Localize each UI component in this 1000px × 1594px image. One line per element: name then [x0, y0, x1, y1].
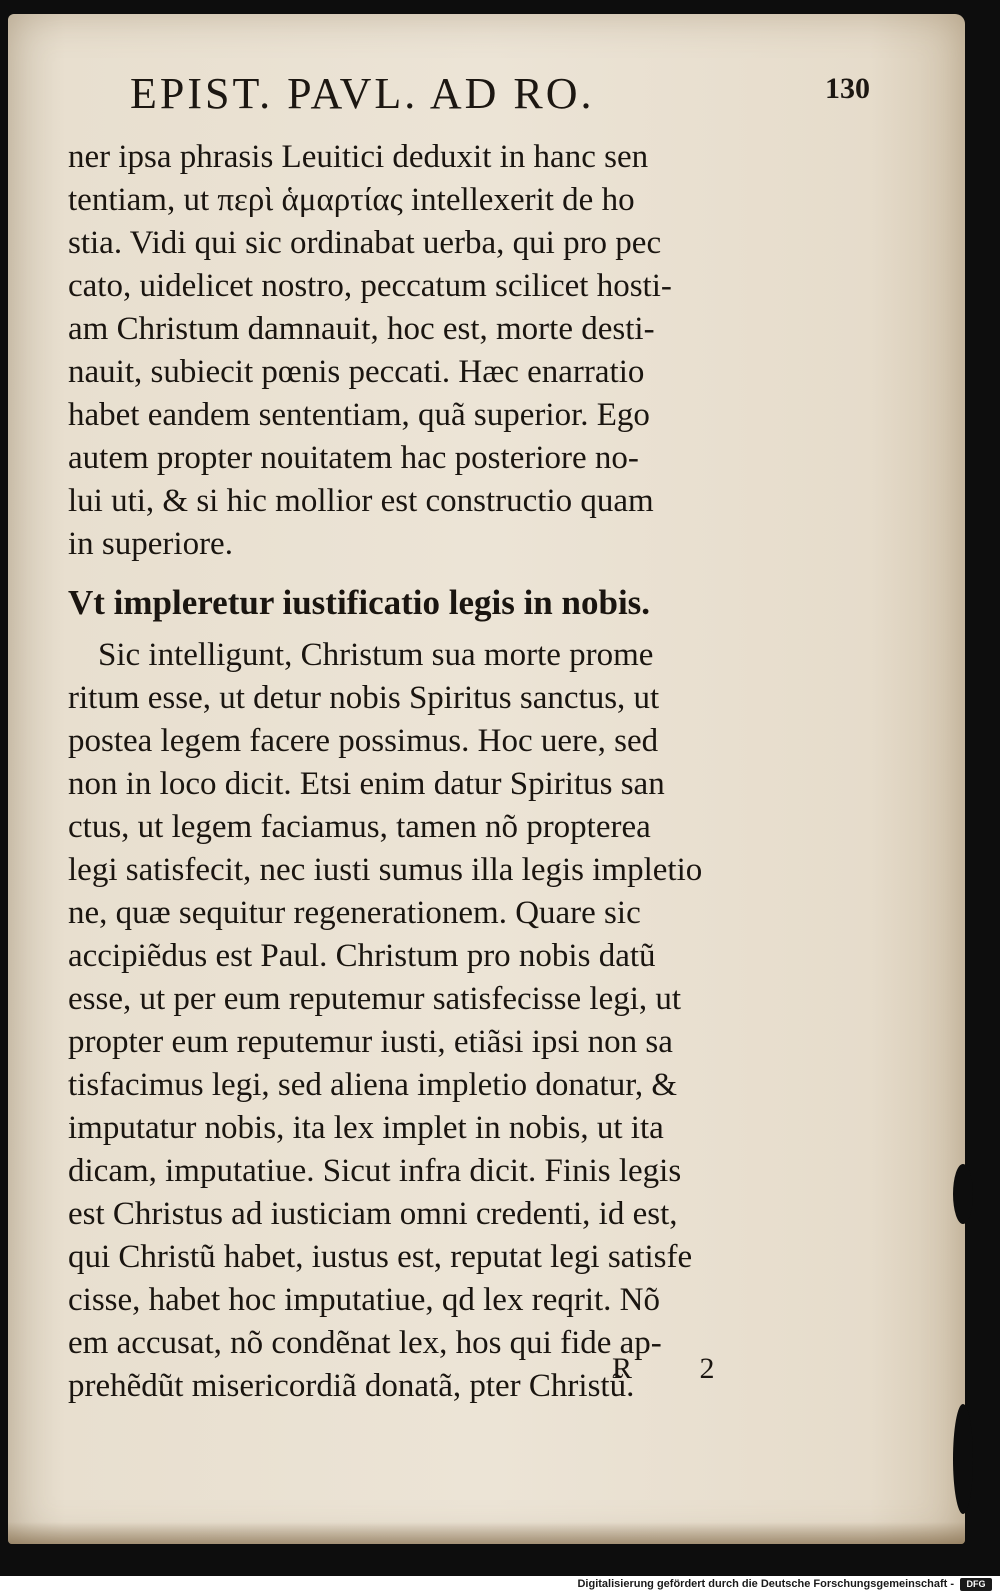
page-edge-notch [953, 1404, 973, 1514]
funding-credit: Digitalisierung gefördert durch die Deutsche Forschungsgemeinschaft - [577, 1578, 954, 1590]
text-line: accipiẽdus est Paul. Christum pro nobis datũ [68, 938, 656, 974]
text-line: tentiam, ut περὶ ἁμαρτίας intellexerit de ho [68, 182, 635, 218]
text-line: ctus, ut legem faciamus, tamen nõ propterea [68, 809, 651, 845]
text-line: cisse, habet hoc imputatiue, qd lex reqrit. Nõ [68, 1282, 661, 1318]
text-line: em accusat, nõ condẽnat lex, hos qui fide ap- [68, 1325, 662, 1361]
text-line: legi satisfecit, nec iusti sumus illa legis impletio [68, 852, 703, 888]
text-line: ritum esse, ut detur nobis Spiritus sanctus, ut [68, 680, 660, 716]
digitization-footer [0, 1576, 1000, 1594]
text-line: imputatur nobis, ita lex implet in nobis, ut ita [68, 1110, 664, 1146]
text-line: stia. Vidi qui sic ordinabat uerba, qui pro pec [68, 225, 662, 261]
text-line: est Christus ad iusticiam omni credenti, id est, [68, 1196, 678, 1232]
text-line: Sic intelligunt, Christum sua morte prome [98, 637, 654, 673]
dfg-logo: DFG [960, 1578, 992, 1591]
section-heading: Vt impleretur iustificatio legis in nobis. [68, 583, 651, 622]
text-line: ne, quæ sequitur regenerationem. Quare sic [68, 895, 641, 931]
body-text [68, 136, 788, 1408]
text-line: habet eandem sententiam, quã superior. Ego [68, 397, 650, 433]
running-head-title: EPIST. PAVL. AD RO. [130, 69, 595, 118]
text-line: dicam, imputatiue. Sicut infra dicit. Finis legis [68, 1153, 682, 1189]
text-line: cato, uidelicet nostro, peccatum scilicet hosti- [68, 268, 672, 304]
page-edge-notch [953, 1164, 973, 1224]
text-line: in superiore. [68, 526, 233, 562]
signature-mark: R 2 [612, 1352, 745, 1385]
running-head [130, 68, 870, 128]
text-line: ner ipsa phrasis Leuitici deduxit in hanc sen [68, 139, 649, 175]
folio-number: 130 [825, 72, 870, 105]
text-line: qui Christũ habet, iustus est, reputat legi satisfe [68, 1239, 693, 1275]
text-line: propter eum reputemur iusti, etiãsi ipsi non sa [68, 1024, 673, 1060]
text-line: esse, ut per eum reputemur satisfecisse legi, ut [68, 981, 682, 1017]
text-line: autem propter nouitatem hac posteriore no- [68, 440, 639, 476]
text-line: lui uti, & si hic mollior est constructio quam [68, 483, 654, 519]
text-line: am Christum damnauit, hoc est, morte desti- [68, 311, 655, 347]
text-line: prehẽdũt misericordiã donatã, pter Christũ. [68, 1368, 635, 1404]
text-line: tisfacimus legi, sed aliena impletio donatur, & [68, 1067, 678, 1103]
text-line: non in loco dicit. Etsi enim datur Spiritus san [68, 766, 665, 802]
text-line: postea legem facere possimus. Hoc uere, sed [68, 723, 659, 759]
text-line: nauit, subiecit pœnis peccati. Hæc enarratio [68, 354, 645, 390]
